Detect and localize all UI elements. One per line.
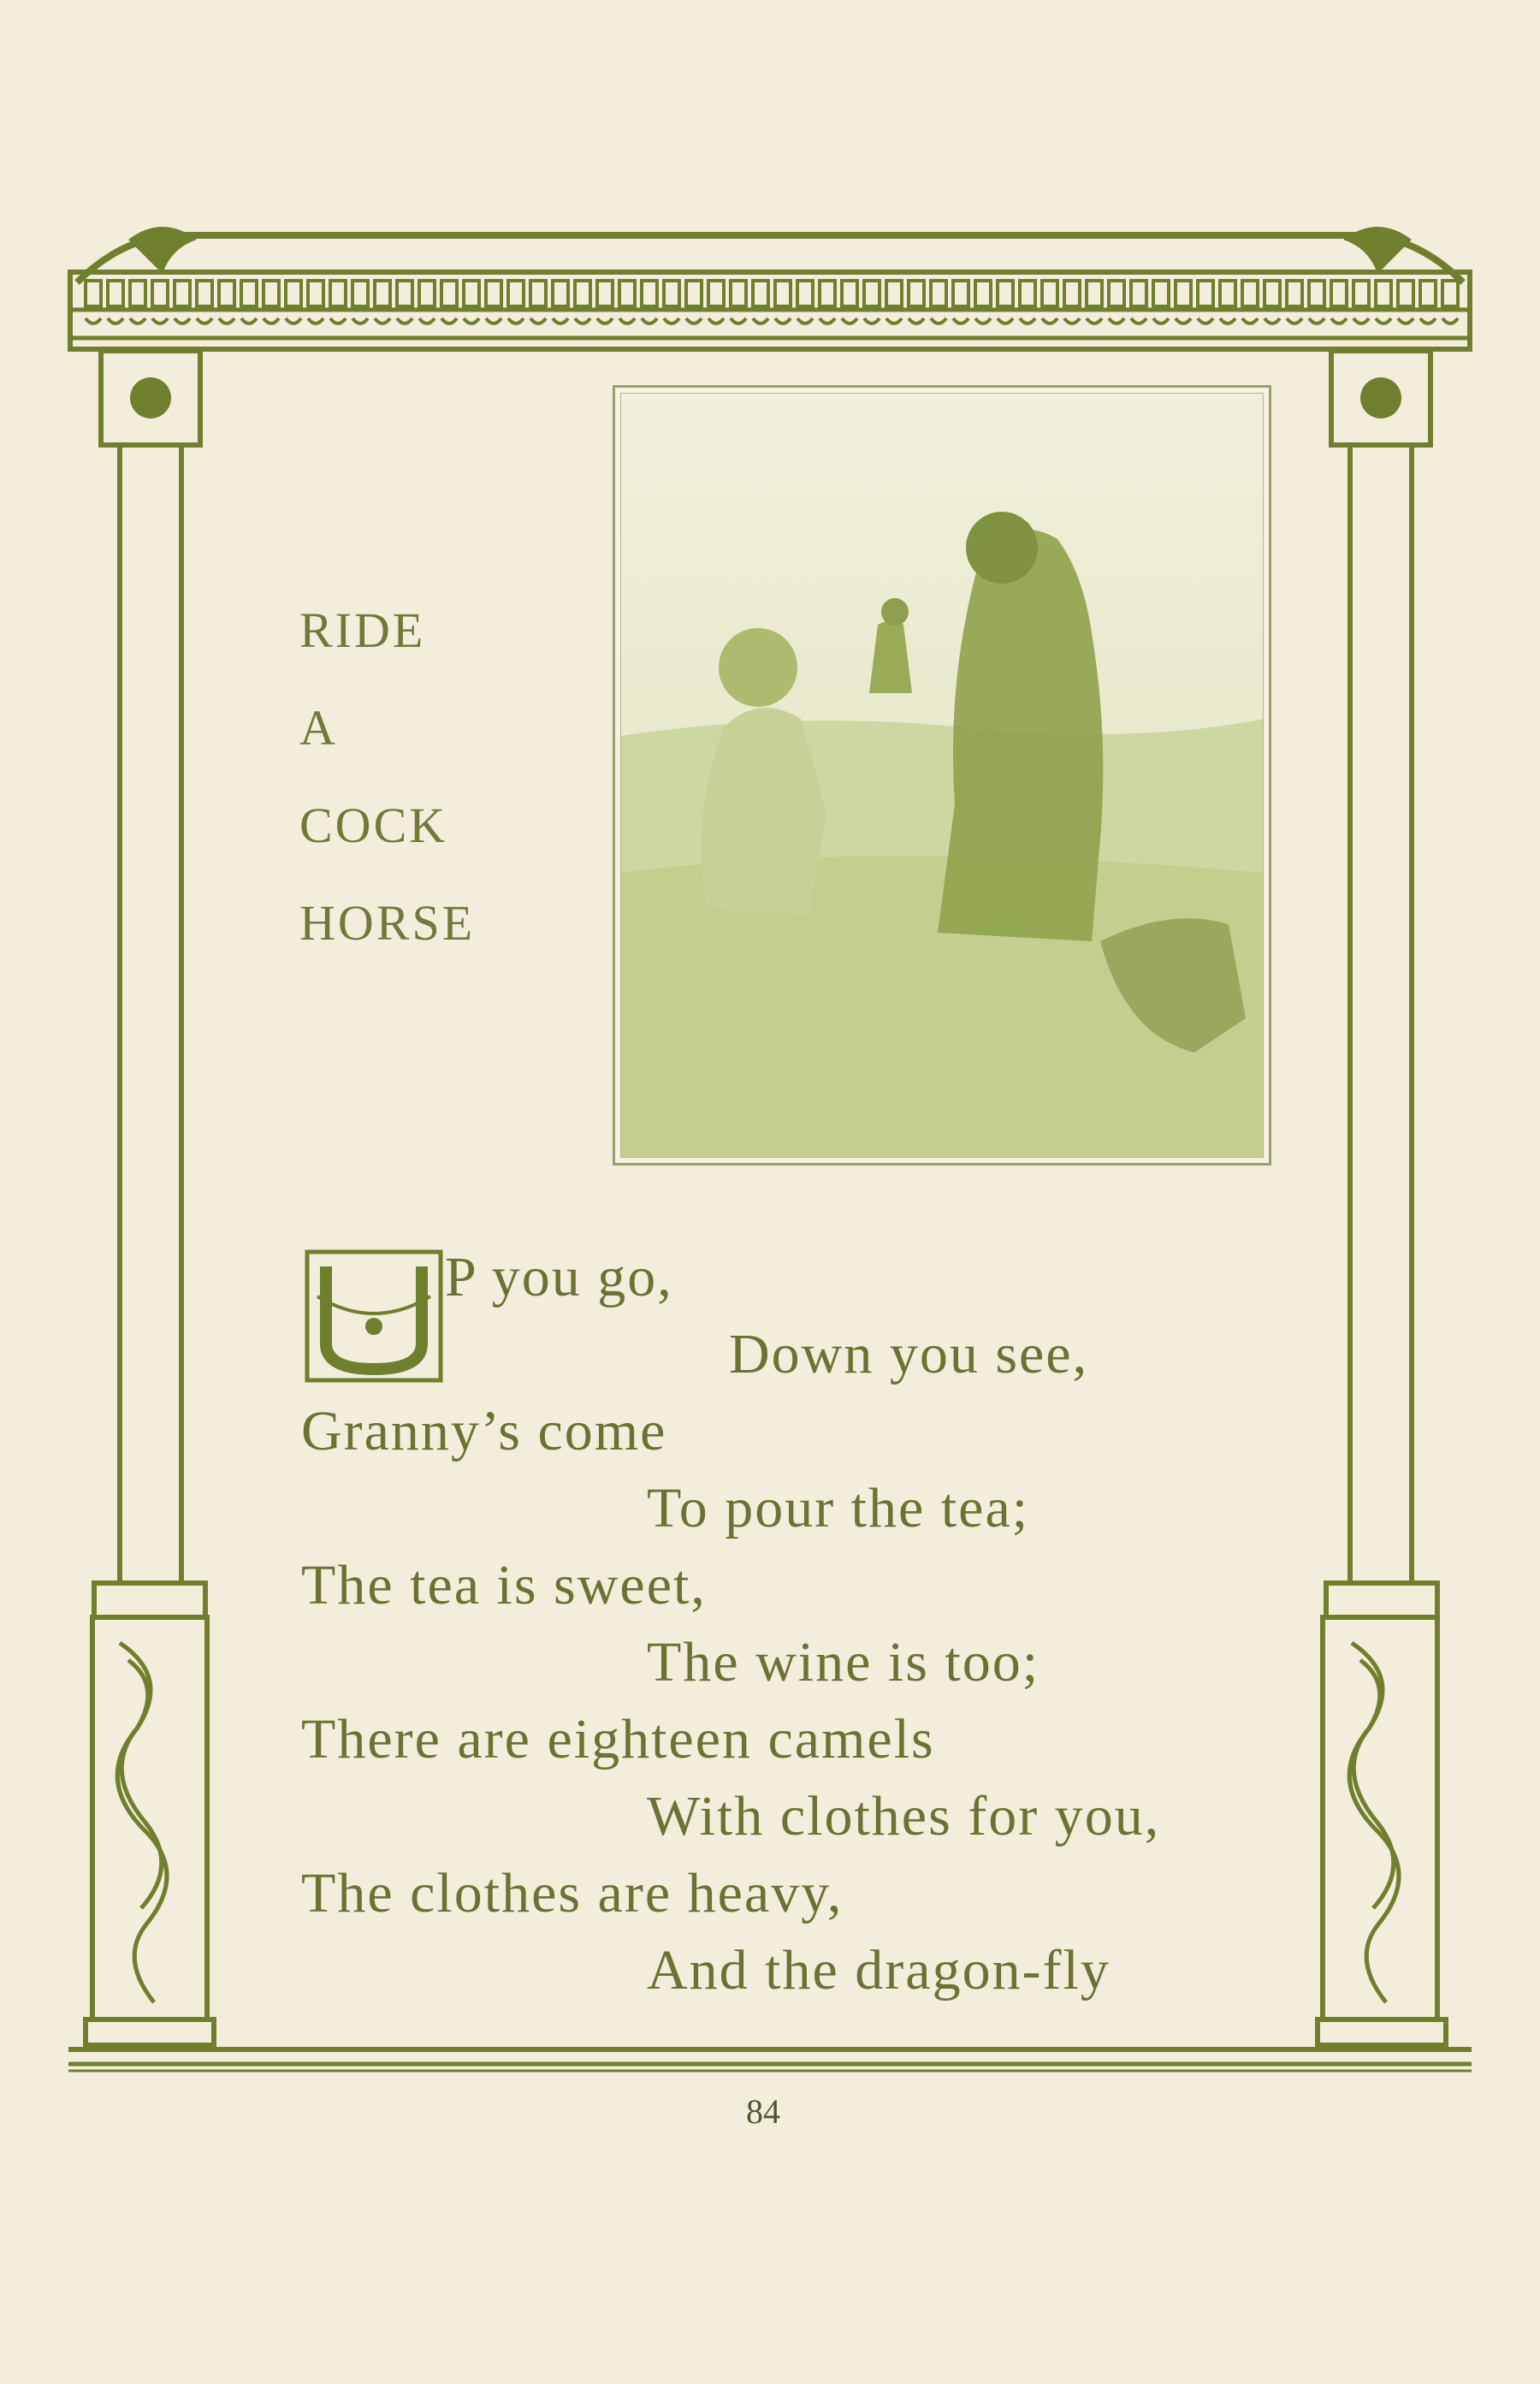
drop-cap-ornament-icon xyxy=(305,1249,443,1383)
page-number: 84 xyxy=(746,2092,780,2131)
title-line: HORSE xyxy=(299,895,476,951)
title-line: COCK xyxy=(299,798,448,853)
poem-line: Down you see, xyxy=(729,1323,1089,1385)
poem-line: The clothes are heavy, xyxy=(301,1862,844,1924)
poem-line: The tea is sweet, xyxy=(301,1554,707,1616)
poem-line: The wine is too; xyxy=(647,1631,1040,1693)
photo-illustration xyxy=(621,394,1264,1157)
drop-cap-letter: U xyxy=(373,1352,375,1353)
poem-line: To pour the tea; xyxy=(647,1477,1030,1539)
poem-title xyxy=(299,582,475,972)
photograph xyxy=(613,385,1271,1165)
poem-line: And the dragon-fly xyxy=(647,1939,1111,2001)
title-line: A xyxy=(299,700,338,756)
title-line: RIDE xyxy=(299,602,426,658)
drop-cap xyxy=(305,1249,443,1383)
poem-line: With clothes for you, xyxy=(647,1785,1161,1847)
poem-line: There are eighteen camels xyxy=(301,1708,935,1770)
poem-line: Granny’s come xyxy=(301,1400,667,1462)
poem-line: P you go, xyxy=(445,1246,673,1308)
